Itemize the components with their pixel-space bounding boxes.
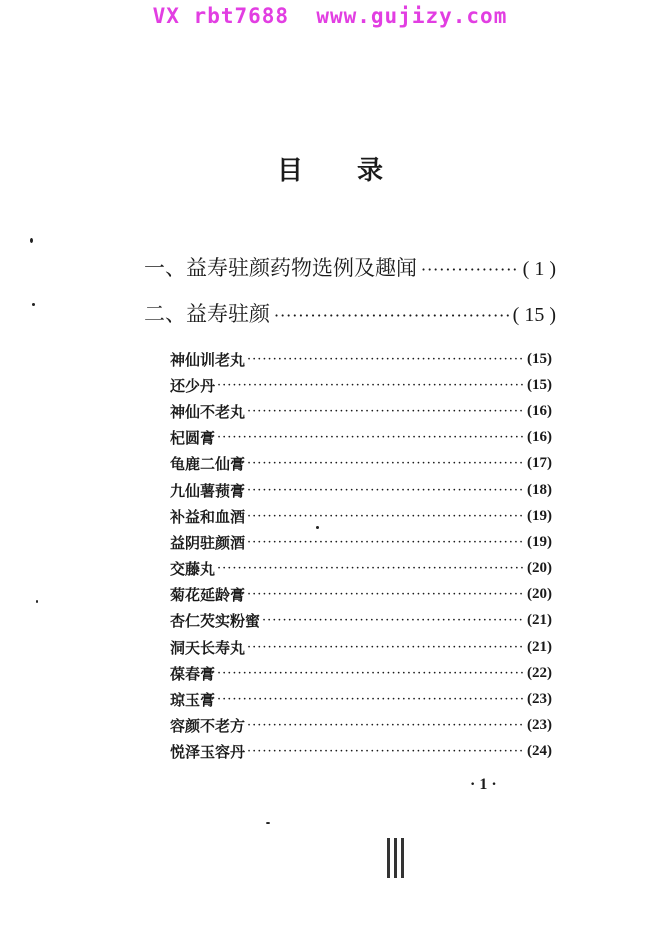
toc-entry-name: 容颜不老方 <box>170 717 246 736</box>
toc-entry-page: (16) <box>527 402 552 419</box>
toc-entry[interactable] <box>170 686 552 712</box>
dot-leader <box>217 561 525 576</box>
dot-leader <box>247 483 525 498</box>
toc-entry[interactable] <box>170 451 552 477</box>
toc-entry-name: 补益和血酒 <box>170 507 246 526</box>
page-number: · 1 · <box>470 776 497 793</box>
toc-entry-name: 葆春膏 <box>170 664 216 683</box>
dot-leader <box>247 718 525 733</box>
toc-entry-name: 交藤丸 <box>170 560 216 579</box>
toc-entry-name: 悦泽玉容丹 <box>170 743 246 762</box>
toc-entry-page: (23) <box>527 691 552 708</box>
toc-entry-list <box>170 346 552 765</box>
dot-leader <box>247 509 525 524</box>
toc-section-1[interactable] <box>144 252 556 282</box>
binding-bar <box>401 838 404 878</box>
scan-speck <box>316 526 319 529</box>
title-char-1: 目 <box>276 156 303 186</box>
toc-section-page: ( 1 ) <box>522 258 556 280</box>
dot-leader <box>247 456 525 471</box>
toc-entry[interactable] <box>170 582 552 608</box>
toc-section-label: 一、益寿驻颜药物选例及趣闻 <box>144 256 417 280</box>
toc-section-label: 二、益寿驻颜 <box>144 302 270 326</box>
scan-speck <box>266 822 270 824</box>
toc-entry-page: (16) <box>527 429 552 446</box>
toc-entry-name: 神仙不老丸 <box>170 402 246 421</box>
dot-leader <box>247 744 525 759</box>
toc-entry[interactable] <box>170 660 552 686</box>
dot-leader <box>247 404 525 419</box>
toc-entry[interactable] <box>170 425 552 451</box>
toc-entry-name: 琼玉膏 <box>170 691 216 710</box>
dot-leader <box>217 430 525 445</box>
scan-speck <box>32 303 35 306</box>
page-title <box>0 150 660 187</box>
dot-leader <box>247 640 525 655</box>
toc-entry[interactable] <box>170 372 552 398</box>
scan-speck <box>36 600 38 603</box>
toc-entry-page: (19) <box>527 533 552 550</box>
toc-entry-page: (18) <box>527 481 552 498</box>
toc-entry-name: 神仙训老丸 <box>170 350 246 369</box>
toc-entry-page: (24) <box>527 743 552 760</box>
toc-entry-name: 杏仁芡实粉蜜 <box>170 612 261 631</box>
toc-entry-page: (20) <box>527 560 552 577</box>
dot-leader <box>217 666 525 681</box>
toc-entry-name: 洞天长寿丸 <box>170 638 246 657</box>
dot-leader <box>247 352 525 367</box>
binding-bar <box>394 838 397 878</box>
watermark-text: VX rbt7688 www.gujizy.com <box>152 4 508 28</box>
toc-entry[interactable] <box>170 503 552 529</box>
dot-leader <box>247 535 525 550</box>
toc-entry[interactable] <box>170 556 552 582</box>
toc-entry-name: 龟鹿二仙膏 <box>170 455 246 474</box>
dot-leader <box>262 613 525 628</box>
toc-section-2[interactable] <box>144 298 556 328</box>
toc-entry-page: (17) <box>527 455 552 472</box>
toc-entry-name: 杞圆膏 <box>170 429 216 448</box>
dot-leader <box>421 260 519 279</box>
toc-entry-page: (21) <box>527 638 552 655</box>
toc-entry[interactable] <box>170 739 552 765</box>
toc-entry-name: 菊花延龄膏 <box>170 586 246 605</box>
binding-bar <box>387 838 390 878</box>
dot-leader <box>247 587 525 602</box>
toc-entry-name: 九仙薯蓣膏 <box>170 481 246 500</box>
toc-entry-page: (19) <box>527 507 552 524</box>
toc-entry[interactable] <box>170 529 552 555</box>
toc-entry[interactable] <box>170 346 552 372</box>
toc-entry[interactable] <box>170 634 552 660</box>
scan-speck <box>30 238 33 243</box>
toc-entry[interactable] <box>170 713 552 739</box>
toc-entry-page: (15) <box>527 350 552 367</box>
toc-entry[interactable] <box>170 398 552 424</box>
toc-entry-page: (20) <box>527 586 552 603</box>
toc-entry[interactable] <box>170 608 552 634</box>
toc-entry-page: (21) <box>527 612 552 629</box>
toc-entry-name: 益阴驻颜酒 <box>170 533 246 552</box>
toc-section-page: ( 15 ) <box>512 304 556 326</box>
toc-entry-page: (22) <box>527 664 552 681</box>
dot-leader <box>217 692 525 707</box>
toc-entry-name: 还少丹 <box>170 376 216 395</box>
toc-entry-page: (15) <box>527 376 552 393</box>
dot-leader <box>274 306 509 325</box>
dot-leader <box>217 378 525 393</box>
binding-marks <box>387 838 404 878</box>
toc-entry[interactable] <box>170 477 552 503</box>
title-char-2: 录 <box>357 156 384 186</box>
toc-entry-page: (23) <box>527 717 552 734</box>
